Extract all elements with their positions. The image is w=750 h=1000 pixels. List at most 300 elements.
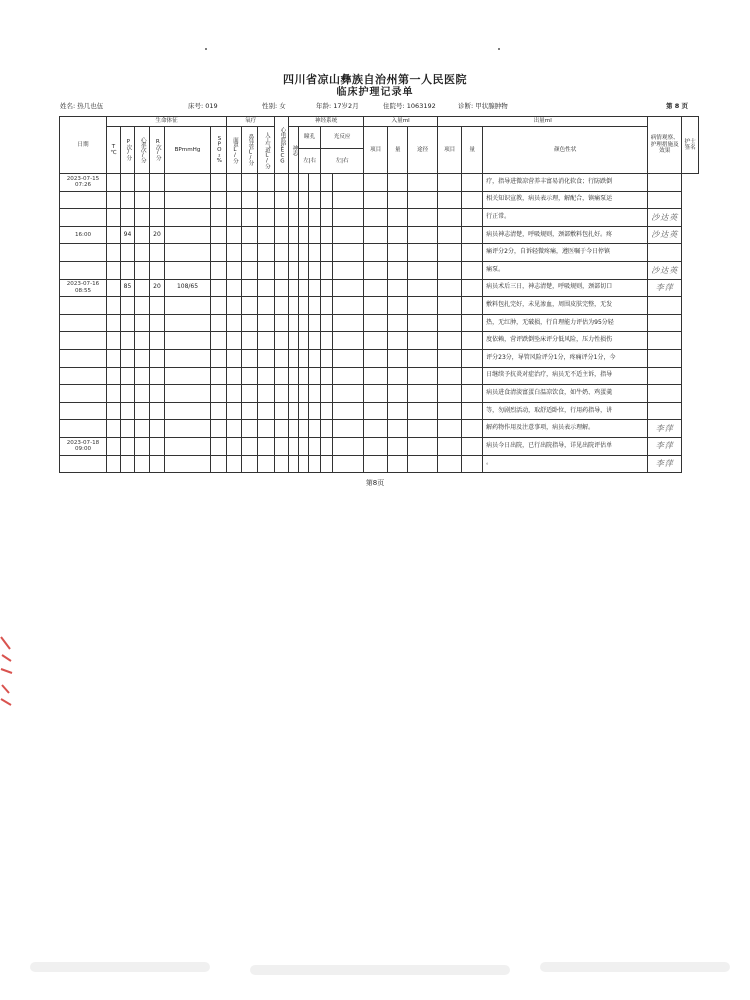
- cell-pulse: [121, 314, 135, 332]
- table-row: [60, 367, 699, 385]
- cell-empty: [309, 314, 321, 332]
- cell-empty: [299, 261, 309, 279]
- cell-empty: [321, 174, 333, 192]
- cell-empty: [364, 385, 388, 403]
- cell-empty: [408, 367, 438, 385]
- patient-name-label: 姓名:: [60, 102, 76, 110]
- cell-date: [60, 226, 107, 244]
- page-label: 第 8 页: [666, 102, 689, 110]
- nursing-record-table: [59, 116, 699, 473]
- cell-empty: [364, 314, 388, 332]
- col-group-oxygen: 氧疗: [227, 117, 275, 127]
- cell-empty: [227, 402, 242, 420]
- cell-nurse-sign: [648, 209, 682, 227]
- table-row: [60, 385, 699, 403]
- cell-empty: [321, 420, 333, 438]
- cell-pulse: [121, 174, 135, 192]
- cell-empty: [364, 244, 388, 262]
- cell-pulse: [121, 209, 135, 227]
- cell-empty: [275, 279, 289, 297]
- col-resp: [150, 127, 165, 174]
- cell-pulse: [121, 191, 135, 209]
- cell-empty: [227, 437, 242, 455]
- cell-empty: [299, 226, 309, 244]
- cell-resp: [150, 367, 165, 385]
- cell-empty: [333, 402, 364, 420]
- cell-empty: [408, 402, 438, 420]
- cell-empty: [388, 349, 408, 367]
- cell-observation: 日继续予抗炎对症治疗，病员无不适主诉，指导: [483, 367, 648, 385]
- cell-bp: [165, 367, 211, 385]
- table-row: [60, 332, 699, 350]
- cell-pulse: [121, 332, 135, 350]
- cell-empty: [364, 261, 388, 279]
- ecg-label: 心电监护ECG: [279, 126, 286, 164]
- col-nurse-sign: 护士签名: [682, 117, 699, 174]
- col-group-intake: 入量ml: [364, 117, 438, 127]
- cell-empty: [388, 244, 408, 262]
- cell-empty: [299, 209, 309, 227]
- cell-empty: [388, 209, 408, 227]
- admission-number: 1063192: [406, 102, 436, 110]
- cell-empty: [438, 437, 462, 455]
- cell-observation: 疗，指导进微凉营养丰富易消化软食；行防跌倒: [483, 174, 648, 192]
- cell-empty: [333, 297, 364, 315]
- cell-empty: [364, 332, 388, 350]
- cell-empty: [275, 437, 289, 455]
- cell-observation: 病员术后三日，神志清楚，呼吸规则，颈部切口: [483, 279, 648, 297]
- cell-pulse: [121, 297, 135, 315]
- cell-empty: [211, 455, 227, 473]
- cell-empty: [275, 261, 289, 279]
- cell-empty: [299, 297, 309, 315]
- cell-empty: [321, 349, 333, 367]
- cell-empty: [408, 261, 438, 279]
- col-light-reflex: 光反应: [321, 127, 364, 149]
- cell-empty: [227, 455, 242, 473]
- cell-empty: [135, 279, 150, 297]
- cell-observation: 解药物作用及注意事项，病员表示理解。: [483, 420, 648, 438]
- cell-empty: [321, 385, 333, 403]
- cell-empty: [364, 191, 388, 209]
- cell-empty: [135, 174, 150, 192]
- cell-empty: [333, 191, 364, 209]
- cell-empty: [333, 437, 364, 455]
- cell-empty: [321, 455, 333, 473]
- cell-empty: [462, 261, 483, 279]
- cell-empty: [275, 314, 289, 332]
- cell-empty: [333, 209, 364, 227]
- cell-empty: [135, 455, 150, 473]
- cell-observation: 敷料包扎完好，未见渗血，周围皮肤完整，无发: [483, 297, 648, 315]
- cell-empty: [364, 455, 388, 473]
- nurse-signature: 李萍: [655, 441, 674, 451]
- table-row: [60, 420, 699, 438]
- cell-pulse: [121, 437, 135, 455]
- cell-empty: [211, 209, 227, 227]
- cell-empty: [438, 297, 462, 315]
- cell-empty: [438, 209, 462, 227]
- table-row: [60, 402, 699, 420]
- table-row: [60, 349, 699, 367]
- cell-nurse-sign: [648, 437, 682, 455]
- cell-empty: [364, 226, 388, 244]
- cell-resp: [150, 385, 165, 403]
- cell-empty: [333, 244, 364, 262]
- cell-resp: [150, 420, 165, 438]
- admission-label: 住院号:: [383, 102, 405, 110]
- cell-resp: [150, 314, 165, 332]
- cell-empty: [462, 297, 483, 315]
- cell-empty: [258, 420, 275, 438]
- cell-pulse: [121, 367, 135, 385]
- cell-empty: [242, 455, 258, 473]
- cell-empty: [227, 385, 242, 403]
- cell-resp: [150, 349, 165, 367]
- date-value: 2023-07-16: [66, 281, 100, 288]
- age-value: 17岁2月: [333, 102, 359, 110]
- cell-empty: [258, 209, 275, 227]
- cell-empty: [135, 385, 150, 403]
- cell-empty: [438, 349, 462, 367]
- cell-empty: [135, 226, 150, 244]
- cell-empty: [438, 261, 462, 279]
- cell-empty: [438, 402, 462, 420]
- cell-empty: [227, 367, 242, 385]
- heart-rate-label: 心率次/分: [139, 137, 146, 163]
- cell-empty: [333, 332, 364, 350]
- cell-nurse-sign: [648, 385, 682, 403]
- cell-empty: [462, 174, 483, 192]
- cell-empty: [107, 349, 121, 367]
- cell-empty: [408, 174, 438, 192]
- cell-pulse: [121, 349, 135, 367]
- cell-empty: [107, 261, 121, 279]
- col-o2-mask: [227, 127, 242, 174]
- cell-date: [60, 349, 107, 367]
- cell-empty: [321, 191, 333, 209]
- cell-bp: 108/65: [165, 279, 211, 297]
- cell-nurse-sign: [648, 402, 682, 420]
- table-row: [60, 437, 699, 455]
- cell-pulse: [121, 455, 135, 473]
- cell-resp: [150, 174, 165, 192]
- cell-empty: [388, 261, 408, 279]
- cell-empty: [299, 174, 309, 192]
- cell-empty: [309, 420, 321, 438]
- cell-empty: [227, 244, 242, 262]
- cell-empty: [107, 437, 121, 455]
- cell-bp: [165, 385, 211, 403]
- cell-empty: [242, 437, 258, 455]
- cell-empty: [258, 332, 275, 350]
- cell-empty: [364, 367, 388, 385]
- cell-nurse-sign: [648, 244, 682, 262]
- cell-empty: [211, 349, 227, 367]
- cell-empty: [242, 261, 258, 279]
- cell-bp: [165, 332, 211, 350]
- cell-empty: [321, 367, 333, 385]
- cell-empty: [462, 332, 483, 350]
- cell-resp: [150, 261, 165, 279]
- col-spo2: [211, 127, 227, 174]
- cell-empty: [462, 367, 483, 385]
- cell-nurse-sign: [648, 349, 682, 367]
- cell-nurse-sign: [648, 455, 682, 473]
- cell-resp: 20: [150, 279, 165, 297]
- cell-observation: 行正常。: [483, 209, 648, 227]
- cell-empty: [321, 279, 333, 297]
- time-value: 08:55: [74, 287, 92, 294]
- cell-empty: [408, 385, 438, 403]
- cell-empty: [135, 402, 150, 420]
- cell-empty: [364, 402, 388, 420]
- cell-empty: [321, 244, 333, 262]
- cell-empty: [321, 437, 333, 455]
- cell-observation: 痛评分2分，自诉轻微疼痛，遵医嘱于今日停镇: [483, 244, 648, 262]
- cell-empty: [333, 279, 364, 297]
- cell-empty: [309, 349, 321, 367]
- cell-nurse-sign: [648, 297, 682, 315]
- cell-empty: [135, 297, 150, 315]
- cell-empty: [258, 437, 275, 455]
- cell-empty: [388, 455, 408, 473]
- cell-nurse-sign: [648, 367, 682, 385]
- table-row: [60, 191, 699, 209]
- cell-empty: [333, 455, 364, 473]
- cell-empty: [289, 191, 299, 209]
- cell-empty: [462, 209, 483, 227]
- cell-observation: 等，勿剧烈活动，取舒适卧位，行用药指导，讲: [483, 402, 648, 420]
- cell-empty: [299, 367, 309, 385]
- cell-empty: [107, 455, 121, 473]
- cell-empty: [227, 226, 242, 244]
- cell-empty: [289, 437, 299, 455]
- cell-resp: [150, 209, 165, 227]
- cell-empty: [258, 455, 275, 473]
- cell-empty: [107, 420, 121, 438]
- cell-empty: [135, 332, 150, 350]
- cell-empty: [227, 191, 242, 209]
- cell-empty: [275, 174, 289, 192]
- sex-field: [262, 101, 286, 110]
- cell-empty: [275, 332, 289, 350]
- cell-observation: 相关知识宣教，病员表示理，解配合，镇痛泵运: [483, 191, 648, 209]
- nurse-signature: 李萍: [655, 423, 674, 433]
- cell-empty: [408, 279, 438, 297]
- cell-empty: [227, 420, 242, 438]
- col-temp: [107, 127, 121, 174]
- cell-bp: [165, 244, 211, 262]
- cell-pulse: [121, 261, 135, 279]
- cell-empty: [438, 367, 462, 385]
- cell-pulse: [121, 420, 135, 438]
- cell-empty: [333, 420, 364, 438]
- cell-empty: [408, 437, 438, 455]
- cell-empty: [438, 332, 462, 350]
- cell-empty: [227, 349, 242, 367]
- bed-label: 床号:: [188, 102, 204, 110]
- col-pulse: [121, 127, 135, 174]
- cell-empty: [135, 437, 150, 455]
- cell-empty: [309, 191, 321, 209]
- footer-page-number: 第8页: [365, 479, 385, 487]
- cell-pulse: [121, 402, 135, 420]
- col-in-route: 途径: [408, 127, 438, 174]
- patient-name: 热几也伍: [77, 102, 104, 110]
- cell-resp: [150, 437, 165, 455]
- cell-date: [60, 367, 107, 385]
- cell-empty: [258, 261, 275, 279]
- cell-empty: [438, 420, 462, 438]
- cell-observation: 度依赖，营评跌倒坠床评分低风险，压力性损伤: [483, 332, 648, 350]
- form-title: 临床护理记录单: [336, 87, 414, 98]
- cell-empty: [135, 209, 150, 227]
- cell-empty: [309, 385, 321, 403]
- cell-empty: [289, 297, 299, 315]
- scan-dot: [205, 48, 207, 50]
- col-heart-rate: [135, 127, 150, 174]
- col-pupil: 瞳孔: [299, 127, 321, 149]
- cell-empty: [275, 297, 289, 315]
- table-row: [60, 174, 699, 192]
- table-row: [60, 244, 699, 262]
- table-row: [60, 314, 699, 332]
- out-color-label: 颜色性状: [553, 146, 577, 153]
- cell-empty: [242, 191, 258, 209]
- col-in-amount: 量: [388, 127, 408, 174]
- cell-nurse-sign: [648, 314, 682, 332]
- cell-empty: [107, 174, 121, 192]
- cell-empty: [275, 226, 289, 244]
- cell-empty: [299, 349, 309, 367]
- cell-empty: [321, 297, 333, 315]
- sex-value: 女: [279, 102, 286, 110]
- cell-empty: [107, 385, 121, 403]
- cell-bp: [165, 261, 211, 279]
- cell-date: [60, 420, 107, 438]
- cell-empty: [438, 385, 462, 403]
- cell-empty: [135, 191, 150, 209]
- cell-date: [60, 332, 107, 350]
- cell-empty: [107, 332, 121, 350]
- hospital-name: 四川省凉山彝族自治州第一人民医院: [283, 73, 467, 86]
- sex-label: 性别:: [262, 102, 278, 110]
- cell-resp: 20: [150, 226, 165, 244]
- cell-empty: [299, 437, 309, 455]
- cell-bp: [165, 209, 211, 227]
- cell-empty: [258, 174, 275, 192]
- cell-bp: [165, 349, 211, 367]
- cell-empty: [258, 191, 275, 209]
- nurse-signature: 李萍: [655, 459, 674, 469]
- temp-label: T: [111, 143, 116, 150]
- cell-observation: 。: [483, 455, 648, 473]
- cell-empty: [289, 332, 299, 350]
- table-row: [60, 297, 699, 315]
- red-stamp-mark: [0, 635, 14, 715]
- cell-bp: [165, 174, 211, 192]
- consciousness-label: 神志: [291, 144, 298, 156]
- cell-empty: [462, 402, 483, 420]
- cell-empty: [388, 437, 408, 455]
- cell-bp: [165, 437, 211, 455]
- cell-empty: [258, 314, 275, 332]
- cell-empty: [299, 420, 309, 438]
- cell-empty: [408, 420, 438, 438]
- cell-empty: [321, 209, 333, 227]
- diagnosis-label: 诊断:: [458, 102, 474, 110]
- cell-empty: [107, 314, 121, 332]
- cell-empty: [275, 367, 289, 385]
- cell-empty: [227, 174, 242, 192]
- cell-empty: [408, 226, 438, 244]
- cell-empty: [364, 279, 388, 297]
- cell-empty: [227, 209, 242, 227]
- scan-smudge: [540, 962, 730, 972]
- cell-empty: [388, 174, 408, 192]
- cell-empty: [388, 297, 408, 315]
- cell-empty: [211, 244, 227, 262]
- cell-empty: [462, 385, 483, 403]
- cell-date: [60, 297, 107, 315]
- cell-nurse-sign: [648, 226, 682, 244]
- cell-empty: [258, 385, 275, 403]
- cell-empty: [462, 437, 483, 455]
- cell-empty: [333, 314, 364, 332]
- scan-dot: [498, 48, 500, 50]
- col-ecg: [275, 117, 289, 174]
- time-value: 07:26: [74, 182, 92, 189]
- cell-empty: [258, 297, 275, 315]
- cell-empty: [258, 402, 275, 420]
- cell-empty: [299, 244, 309, 262]
- cell-date: [60, 385, 107, 403]
- col-out-item: 项目: [438, 127, 462, 174]
- cell-empty: [299, 314, 309, 332]
- cell-empty: [242, 367, 258, 385]
- cell-bp: [165, 420, 211, 438]
- col-group-output: 出量ml: [438, 117, 648, 127]
- cell-pulse: [121, 244, 135, 262]
- temp-unit: ℃: [110, 150, 117, 156]
- cell-empty: [333, 174, 364, 192]
- age-label: 年龄:: [316, 102, 332, 110]
- cell-empty: [333, 349, 364, 367]
- cell-empty: [275, 420, 289, 438]
- cell-empty: [309, 244, 321, 262]
- cell-date: [60, 244, 107, 262]
- cell-date: [60, 191, 107, 209]
- cell-observation: 病员神志清楚，呼吸规则，颈部敷料包扎好。疼: [483, 226, 648, 244]
- date-value: 2023-07-18: [66, 439, 100, 446]
- col-airway: [258, 127, 275, 174]
- bed-field: [188, 101, 218, 110]
- cell-empty: [135, 314, 150, 332]
- airway-label: 人工气道L/分: [263, 131, 270, 169]
- cell-empty: [107, 297, 121, 315]
- col-out-amount: 量: [462, 127, 483, 174]
- cell-empty: [309, 455, 321, 473]
- cell-empty: [258, 349, 275, 367]
- cell-nurse-sign: [648, 279, 682, 297]
- col-nasal-o2: [242, 127, 258, 174]
- cell-empty: [408, 349, 438, 367]
- nurse-signature: 李萍: [655, 283, 674, 293]
- cell-empty: [211, 279, 227, 297]
- o2-mask-label: 面罩L/分: [231, 136, 238, 164]
- cell-empty: [388, 226, 408, 244]
